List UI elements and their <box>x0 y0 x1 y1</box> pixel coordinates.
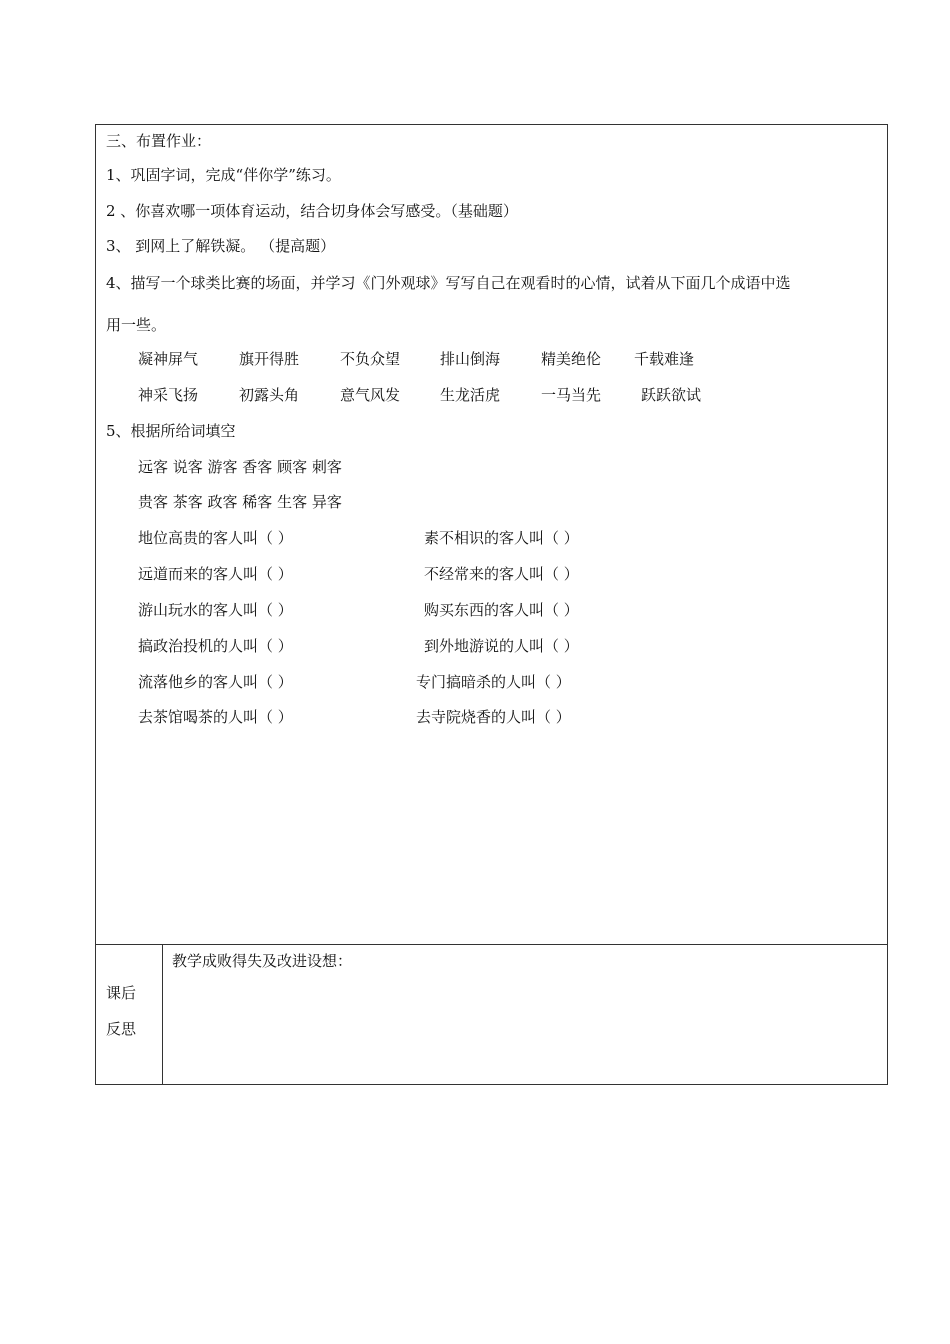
idiom: 排山倒海 <box>440 350 501 368</box>
reflection-label-line-1: 课后 <box>106 984 137 1002</box>
assignment-item-3: 3、 到网上了解铁凝。 （提高题） <box>106 237 336 255</box>
idiom: 凝神屏气 <box>138 350 199 368</box>
idiom: 旗开得胜 <box>239 350 300 368</box>
fill-blank-item: 购买东西的客人叫（ ） <box>424 601 579 619</box>
assignment-item-4-line-1: 4、描写一个球类比赛的场面，并学习《门外观球》写写自己在观看时的心情，试着从下面几个成语中选 <box>106 274 791 292</box>
fill-blank-item: 地位高贵的客人叫（ ） <box>138 529 293 547</box>
fill-blank-item: 游山玩水的客人叫（ ） <box>138 601 293 619</box>
idiom: 生龙活虎 <box>440 386 501 404</box>
fill-blank-item: 素不相识的客人叫（ ） <box>424 529 579 547</box>
fill-blank-item: 远道而来的客人叫（ ） <box>138 565 293 583</box>
assignment-heading: 三、布置作业： <box>106 132 212 150</box>
idiom: 千载难逢 <box>634 350 695 368</box>
idiom: 意气风发 <box>340 386 401 404</box>
assignment-item-1: 1、巩固字词，完成“伴你学”练习。 <box>106 166 341 184</box>
idiom: 不负众望 <box>340 350 401 368</box>
idiom: 一马当先 <box>541 386 602 404</box>
column-divider <box>162 944 163 1084</box>
fill-blank-item: 流落他乡的客人叫（ ） <box>138 673 293 691</box>
idiom: 初露头角 <box>239 386 300 404</box>
section-divider <box>96 944 887 945</box>
fill-blank-item: 专门搞暗杀的人叫（ ） <box>416 673 571 691</box>
idiom: 精美绝伦 <box>541 350 602 368</box>
reflection-prompt: 教学成败得失及改进设想： <box>172 952 353 970</box>
assignment-item-4-line-2: 用一些。 <box>106 316 167 334</box>
idiom: 跃跃欲试 <box>641 386 702 404</box>
fill-blank-item: 到外地游说的人叫（ ） <box>424 637 579 655</box>
assignment-item-2: 2 、你喜欢哪一项体育运动，结合切身体会写感受。（基础题） <box>106 202 518 220</box>
idiom: 神采飞扬 <box>138 386 199 404</box>
fill-blank-item: 去寺院烧香的人叫（ ） <box>416 708 571 726</box>
reflection-label-line-2: 反思 <box>106 1020 137 1038</box>
word-bank-row-2: 贵客 茶客 政客 稀客 生客 异客 <box>138 493 342 511</box>
assignment-item-5: 5、根据所给词填空 <box>106 422 236 440</box>
word-bank-row-1: 远客 说客 游客 香客 顾客 刺客 <box>138 458 342 476</box>
fill-blank-item: 搞政治投机的人叫（ ） <box>138 637 293 655</box>
fill-blank-item: 去茶馆喝茶的人叫（ ） <box>138 708 293 726</box>
fill-blank-item: 不经常来的客人叫（ ） <box>424 565 579 583</box>
lesson-plan-table <box>95 124 888 1085</box>
